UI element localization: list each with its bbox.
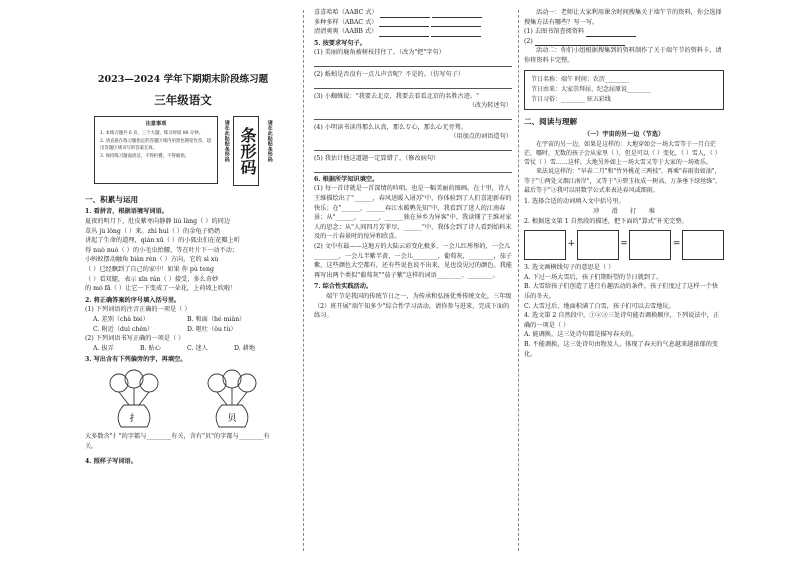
- reading-q3-option: B. 大雪给孩子们创造了进行有趣活动的条件，孩子们度过了这样一个快乐的冬天。: [524, 283, 719, 301]
- section-heading: 二、阅读与理解: [524, 117, 578, 127]
- vase-figures: [85, 369, 281, 429]
- answer-line[interactable]: [314, 58, 512, 67]
- notice-item: 3. 保持练习题面清洁，不得折叠，不得破损。: [100, 153, 190, 159]
- equation-box[interactable]: [577, 230, 619, 260]
- reading-paragraph-1: 在宇宙的另一边，如果是这样的：大地穿如会一场大雪等于一月白茫茫，哪时，无数的孩子会从家里（ ），但是可以（ ）变化，（ ）雪人，（ ）雪仗（ ）雪……这样，大地另外如上一场大雪又等于大家的一场欢乐。: [524, 140, 721, 167]
- vase-figure-1: [99, 369, 169, 429]
- q5-sentence-5: (5) 我估计他这道题一定算错了。（修改病句）: [314, 155, 440, 163]
- activity-2: 活动二：你们小组根据搜集到的资料制作了关于端午节的资料卡，请你将资料卡完整。: [524, 47, 722, 65]
- vase-figure-2: [197, 369, 267, 429]
- reading-q1: 1. 选择合适的动词填入文中括号里。: [524, 198, 625, 206]
- q2a-option: A. 差别（chà bié）: [93, 316, 149, 323]
- question-2: 2. 将正确答案的序号填入括号里。: [85, 296, 181, 304]
- q2a-option: B. 和面（hé miàn）: [187, 316, 246, 323]
- q5-sentence-2: (2) 蚯蚓是否没有一点儿声音呢？不是的。（仿写句子）: [314, 71, 464, 79]
- reading-q3: 3. 选文画横线句子的意思是（ ）: [524, 264, 615, 272]
- activity-1: 活动一：老师让大家利用课余时间搜集关于端午节的资料，你会选择搜集方法有哪些？写一写。: [524, 9, 722, 26]
- q2a-option: D. 呕吐（ǒu tù）: [187, 325, 237, 333]
- q2b-stem: (2) 下列词语书写正确的一项是（ ）: [85, 335, 185, 343]
- reading-q3-option: A. 下过一场大雪后，孩子们期盼望的节日就到了。: [524, 273, 663, 281]
- equation-boxes: [524, 230, 724, 260]
- column-divider-1: [303, 10, 304, 551]
- reading-q4-option: A. 能调换，这三处诗句都是描写春天的。: [524, 331, 638, 339]
- barcode-hint-left: 请在此粘贴条形码: [223, 119, 230, 162]
- reading-q3-option: C. 大雪过后，地面积满了白雪，孩子们可以去雪地玩。: [524, 302, 675, 310]
- q1-line: 得 nuò nuò（ ）的小毛虫抬腰，等在叶片下一动不动；: [85, 246, 239, 254]
- column-divider-2: [518, 10, 519, 551]
- equals-sign: =: [620, 239, 628, 250]
- notice-item: 1. 本练习题共 6 页，三个大题，练习时间 80 分钟。: [100, 131, 203, 137]
- q2a-stem: (1) 下列词语的注音正确的一项是（ ）: [85, 306, 191, 314]
- exam-subtitle: 三年级语文: [154, 92, 212, 107]
- reading-q2: 2. 根据选文第 1 自然段的描述，把下面的"算式"补充完整。: [524, 217, 688, 225]
- method-2: (2): [524, 37, 724, 47]
- q6-paragraph-1: (1) 每一首诗就是一首深情的吟唱，也是一幅美丽的图画。在十里，诗人王维描绘出了"______，春风送暖入屠苏"中，你体验到了人们喜迎新春的快乐；在"______，______春江水暖鸭先知"中，我看到了迷人的江南春景；从"______，______，______独在异乡为异客"中，我读懂了王维对家人的思念；从"人间四月芳菲尽，______"中，我体会到了诗人看到始料未及的一片春景时的惊异和欣喜。: [314, 185, 512, 241]
- q2b-option: D. 耕地: [234, 344, 256, 352]
- notice-title: 注意事项: [145, 120, 167, 127]
- column-1: [85, 0, 281, 561]
- section-heading: 一、积累与运用: [85, 194, 139, 204]
- equals-sign: =: [672, 239, 681, 250]
- reading-q4-option: B. 不能调换，这三处诗句由物及人，体现了春天的气息越来越浓郁的变化。: [524, 341, 719, 358]
- column-2: [314, 0, 512, 561]
- word-example: 清清爽爽（AABB 式）: [314, 27, 512, 37]
- notice-item: 2. 请直接在练习题指定的答题区域内用黑色钢笔作答，超出答题区域书写的答案无效。: [100, 138, 211, 152]
- q6-paragraph-2: (2) 文中有最——这地方的大陆云彩变化极多，一会儿红彤彤的，一会儿________，一会儿半紫半黄，一会儿________，葡萄灰，________，茄子紫，这些颜色大空都有，还有些说也说不出来，见也没见过的颜色。我能再写出两个类似"葡萄灰""茄子紫"这样的词语________、________。: [314, 242, 512, 279]
- answer-line[interactable]: [314, 164, 512, 173]
- q5-sentence-4-note: （用加点的词语造句）: [450, 133, 512, 141]
- reading-paragraph-2: 来法说这样的："早春二月"和"竹外桃花三两枝"，再乘"春雨贵如油"，等于"①两处又烟江南岸"，又等于"②碧玉妆成一树高，万条垂下绿丝绦"，最后等于"③我可以用数学公式来表达春风或细雨。: [524, 168, 722, 195]
- q1-line: 讲起了生命的道理，qián xū（ ）的小狐虫们在花瓣上听: [85, 237, 240, 245]
- equation-box[interactable]: [524, 230, 566, 260]
- answer-line[interactable]: [314, 80, 512, 89]
- word-example: 多种多样（ABAC 式）: [314, 18, 512, 28]
- method-1: (1) 去图书馆查阅资料: [524, 27, 724, 37]
- q5-sentence-3: (3) 小蜘蛛说："我要去北京，我要去看看北京的名胜古迹。": [314, 92, 479, 100]
- reading-q4: 4. 选文第 2 自然段中，①②③三处诗句能否调换顺序，下列说法中，正确的一项是（ ）: [524, 312, 720, 329]
- reading-q1-words: 冲 滑 打 堆: [593, 207, 655, 215]
- q7-paragraph: 端午节是我国的传统节日之一，为传承和弘扬优秀传统文化，三年级（2）班开展"端午知多少"综合性学习活动，请你参与进来，完成下面的练习。: [314, 293, 512, 320]
- q1-line: 夏夜的明月下，肚皮紫枣向静静 liú làng（ ）的同边: [85, 217, 231, 225]
- exam-title: 2023—2024 学年下期期末阶段练习题: [97, 74, 269, 85]
- answer-line[interactable]: [314, 142, 512, 151]
- notice-box: [94, 116, 218, 184]
- q1-line: （ ）已经飘到了自己的家中！如果 你 pù teng: [85, 265, 214, 273]
- q1-line: 的 mó fǎ（ ）让它一下变成了一朵花，上荷坡上吹啦！: [85, 285, 237, 293]
- card-row: 节日名称：端午 时间：农历________: [531, 75, 629, 83]
- question-4: 4. 照样子写词语。: [85, 458, 137, 466]
- question-6: 6. 根据所学知识填空。: [314, 175, 379, 183]
- answer-line[interactable]: [314, 111, 512, 120]
- question-7: 7. 综合性实践活动。: [314, 283, 373, 291]
- q1-line: （ ）看双腿，表示 xīn rán（ ）接受，多么奇妙: [85, 275, 219, 283]
- vase-radical-2: 贝: [227, 414, 237, 425]
- reading-title: （一）宇宙的另一边（节选）: [583, 130, 665, 138]
- barcode-area: 条形码: [233, 116, 259, 186]
- vase-radical-1: 扌: [129, 414, 139, 425]
- q3-fill-text: 大多数含"扌"的字都与________有关，含有"贝"的字都与________有关。: [85, 433, 270, 450]
- festival-card: [524, 70, 724, 111]
- barcode-hint-right: 请在此粘贴条形码: [266, 119, 273, 162]
- question-5: 5. 按要求写句子。: [314, 39, 366, 47]
- q1-line: 小蚂蚁摆动触角 biàn rèn（ ）方向，它的 sì xù: [85, 256, 219, 264]
- card-row: 节日习俗：________ 驻五彩线: [531, 96, 611, 104]
- q5-sentence-3-note: （改为转述句）: [468, 102, 512, 110]
- q1-line: 草丛 jù lǒng（ ）来。zhì huì（ ）的金龟子奶奶: [85, 227, 221, 235]
- plus-sign: +: [567, 239, 576, 250]
- q2a-option: C. 附近（duì chén）: [93, 325, 154, 333]
- q2b-option: B. 贴心: [140, 344, 161, 352]
- column-3: [524, 0, 724, 561]
- equation-box[interactable]: [682, 230, 724, 260]
- question-3: 3. 写出含有下列偏旁的字，再填空。: [85, 356, 187, 364]
- q5-sentence-4: (4) 小明读书读得那么认真，那么专心，那么心无旁骛。: [314, 123, 468, 131]
- equation-box[interactable]: [629, 230, 671, 260]
- word-example: 喜喜哈哈（AABC 式）: [314, 8, 512, 18]
- header-box: [85, 116, 281, 188]
- q5-sentence-1: (1) 美丽的鹿角被树枝挂住了。（改为"把"字句）: [314, 49, 445, 57]
- card-row: 节日由来：大家崇拜屈、纪念屈原说________: [531, 85, 652, 93]
- q2b-option: A. 拔弄: [93, 344, 114, 352]
- q2b-option: C. 迷人: [187, 344, 208, 352]
- question-1: 1. 看拼音，根据语境写词语。: [85, 208, 168, 216]
